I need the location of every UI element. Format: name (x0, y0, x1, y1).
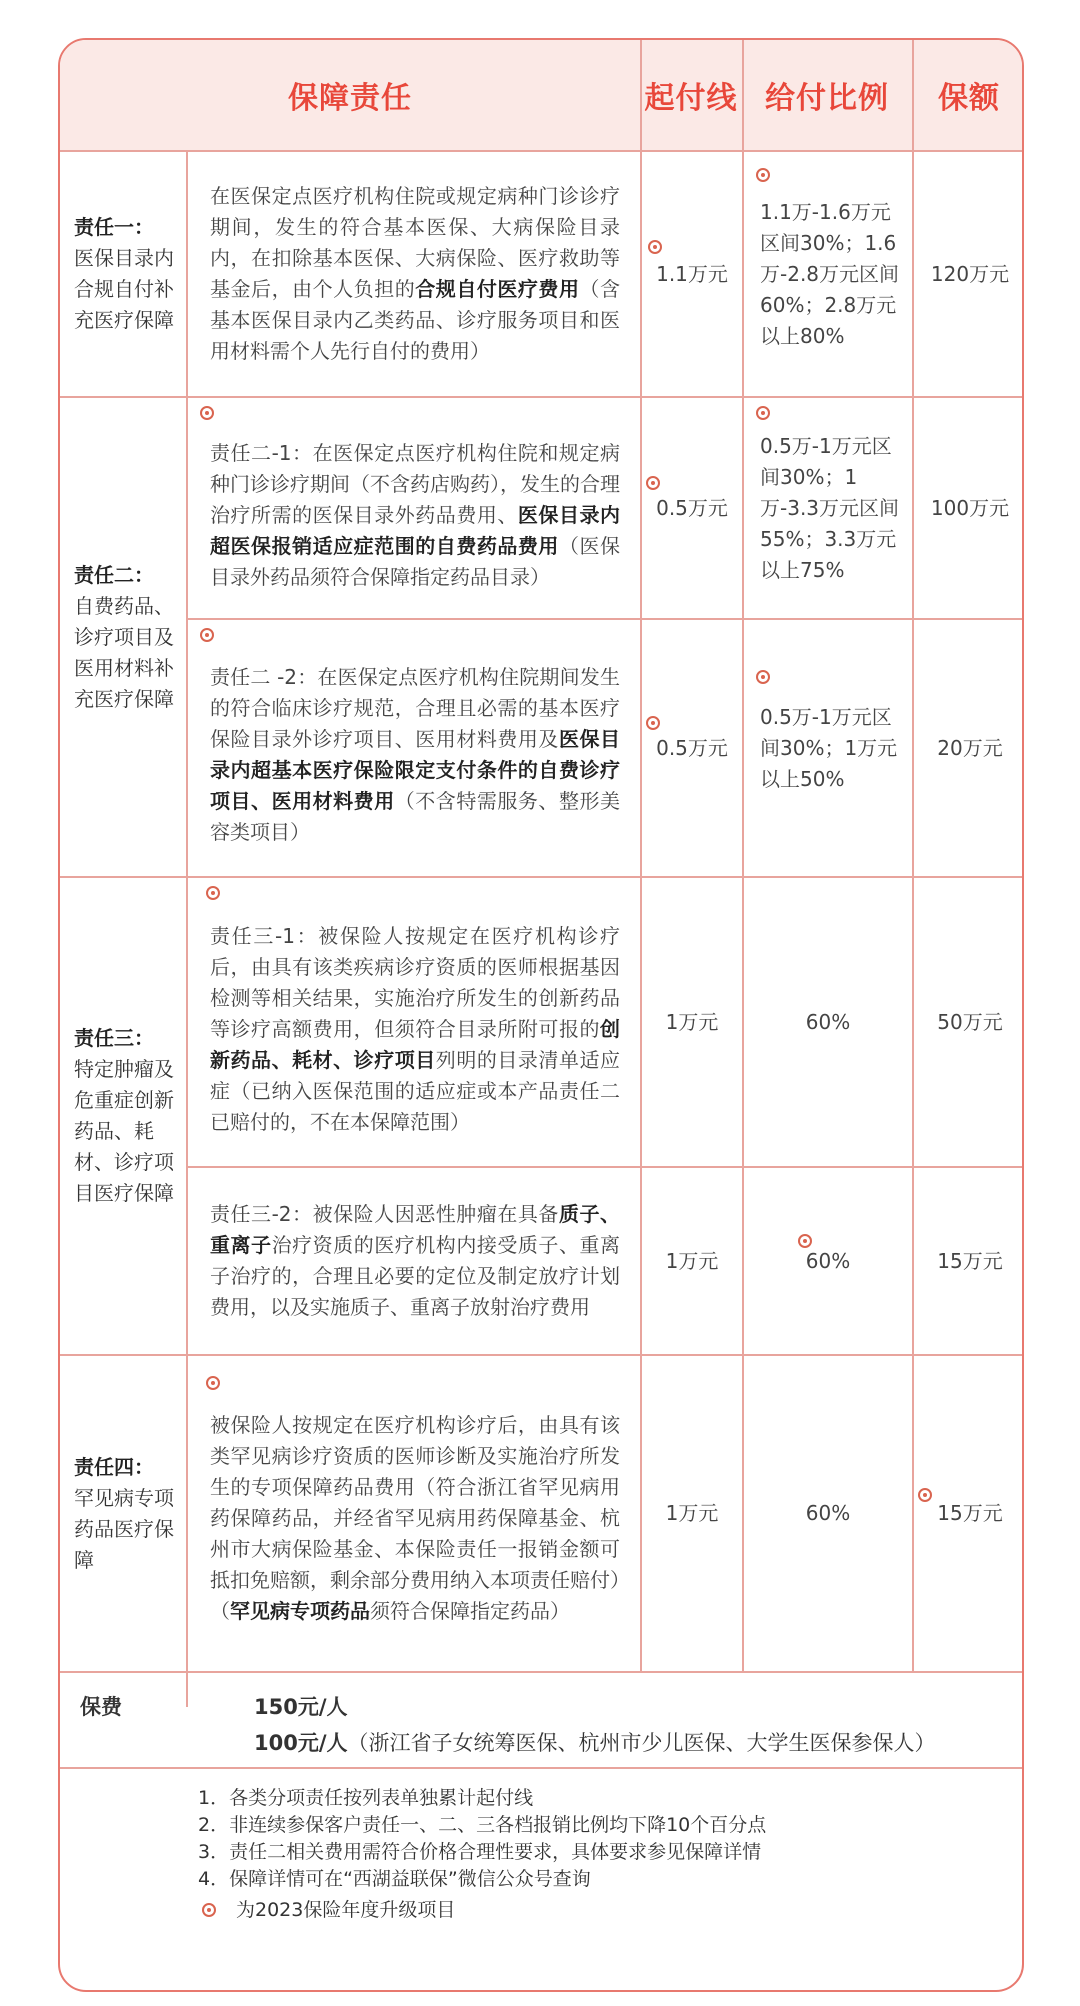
deductible-value: 0.5万元 (656, 495, 728, 520)
row-desc-r3b (188, 1168, 640, 1354)
deductible-r3b (642, 1168, 742, 1354)
fee-amount: 100元/人 (254, 1731, 348, 1755)
amount-value: 100万元 (930, 495, 1010, 520)
deductible-value: 1万元 (665, 1501, 719, 1525)
desc-text: （医保目录外药品须符合保障指定药品目录） (210, 533, 621, 589)
amount-r3b (914, 1168, 1024, 1354)
desc-text: 责任二 -2：在医保定点医疗机构住院期间发生的符合临床诊疗规范，合理且必需的基本医疗保险目录外诊疗项目、医用材料费用及 (210, 665, 620, 751)
amount-value: 15万元 (937, 1248, 1003, 1273)
amount-value: 15万元 (937, 1501, 1003, 1525)
upgrade-flower-icon (756, 670, 770, 684)
desc-text: 在医保定点医疗机构住院或规定病种门诊诊疗期间，发生的符合基本医保、大病保险目录内，在扣除基本医保、大病保险、医疗救助等基金后，由个人负担的 (210, 184, 620, 301)
amount-value: 50万元 (937, 1009, 1003, 1034)
desc-text: （含基本医保目录内乙类药品、诊疗服务项目和医用材料需个人先行自付的费用） (210, 277, 621, 363)
ratio-value: 60% (805, 1248, 851, 1273)
upgrade-flower-icon (798, 1234, 812, 1248)
label-text: 自费药品、诊疗项目及医用材料补充医疗保障 (74, 593, 174, 711)
desc-bold: 罕见病专项药品 (230, 1599, 370, 1623)
label-title: 责任一： (74, 215, 154, 239)
desc-text: 责任三-2：被保险人因恶性肿瘤在具备 (210, 1202, 559, 1226)
desc-text: （不含特需服务、整形美容类项目） (210, 789, 621, 844)
ratio-value: 60% (805, 1009, 851, 1034)
note-item: 2．非连续参保客户责任一、二、三各档报销比例均下降10个百分点 (198, 1814, 767, 1836)
row-desc-r4 (188, 1356, 640, 1671)
header-deductible: 起付线 (644, 81, 738, 116)
upgrade-flower-icon (756, 406, 770, 420)
label-title: 责任三： (74, 1026, 154, 1050)
desc-bold: 医保目录内超医保报销适应症范围的自费药品费用 (210, 502, 621, 558)
upgrade-flower-icon (646, 476, 660, 490)
label-text: 特定肿瘤及危重症创新药品、耗材、诊疗项目医疗保障 (74, 1057, 174, 1205)
ratio-r2b (744, 620, 912, 876)
deductible-r2a (642, 398, 742, 618)
fee-label: 保费 (80, 1695, 122, 1719)
desc-bold: 创新药品、耗材、诊疗项目 (210, 1016, 620, 1072)
upgrade-flower-icon (918, 1488, 932, 1502)
row-label-r4 (60, 1356, 186, 1671)
desc-text: 治疗资质的医疗机构内接受质子、重离子治疗的，合理且必要的定位及制定放疗计划费用，以及实施质子、重离子放射治疗费用 (210, 1233, 621, 1319)
label-text: 罕见病专项药品医疗保障 (74, 1485, 174, 1572)
ratio-value: 0.5万-1万元区间30%；1万元以上50% (760, 704, 898, 791)
desc-bold: 质子、重离子 (210, 1202, 620, 1257)
deductible-value: 1.1万元 (656, 261, 728, 286)
upgrade-flower-icon (206, 1376, 220, 1390)
coverage-table (58, 38, 1024, 1992)
row-desc-r3a (188, 878, 640, 1166)
legend-text: 为2023保险年度升级项目 (236, 1899, 456, 1921)
deductible-r1 (642, 152, 742, 396)
deductible-r2b (642, 620, 742, 876)
upgrade-flower-icon (206, 886, 220, 900)
ratio-r1 (744, 152, 912, 396)
upgrade-flower-icon (648, 240, 662, 254)
note-item: 4．保障详情可在“西湖益联保”微信公众号查询 (198, 1868, 591, 1890)
upgrade-flower-icon (202, 1903, 216, 1917)
upgrade-flower-icon (200, 406, 214, 420)
desc-bold: 合规自付医疗费用 (415, 277, 580, 301)
deductible-r4 (642, 1356, 742, 1671)
fee-line-1 (254, 1690, 1024, 1724)
desc-text: 责任三-1：被保险人按规定在医疗机构诊疗后，由具有该类疾病诊疗资质的医师根据基因检测等相关结果，实施治疗所发生的创新药品等诊疗高额费用，但须符合目录所附可报的 (210, 923, 620, 1041)
label-title: 责任四： (74, 1454, 154, 1479)
amount-value: 120万元 (930, 261, 1010, 286)
ratio-value: 60% (805, 1501, 851, 1525)
row-label-r2 (60, 398, 186, 876)
ratio-value: 0.5万-1万元区间30%；1万-3.3万元区间55%；3.3万元以上75% (760, 433, 900, 582)
header-ratio: 给付比例 (765, 81, 889, 116)
desc-text: 被保险人按规定在医疗机构诊疗后，由具有该类罕见病诊疗资质的医师诊断及实施治疗所发生的专项保障药品费用（符合浙江省罕见病用药保障药品，并经省罕见病用药保障基金、杭州市大病保险基金、本保险责任一报销金额可抵扣免赔额，剩余部分费用纳入本项责任赔付）（ (210, 1413, 620, 1623)
desc-bold: 医保目录内超基本医疗保险限定支付条件的自费诊疗项目、医用材料费用 (210, 727, 621, 813)
row-desc-r2b (188, 620, 640, 876)
label-text: 医保目录内合规自付补充医疗保障 (74, 246, 174, 332)
amount-r2b (914, 620, 1024, 876)
desc-text: 须符合保障指定药品） (370, 1599, 570, 1623)
row-desc-r1 (188, 152, 640, 396)
deductible-r3a (642, 878, 742, 1166)
deductible-value: 1万元 (665, 1009, 719, 1034)
desc-text: 责任二-1：在医保定点医疗机构住院和规定病种门诊诊疗期间（不含药店购药），发生的合理治疗所需的医保目录外药品费用、 (210, 440, 620, 527)
upgrade-flower-icon (646, 716, 660, 730)
ratio-value: 1.1万-1.6万元区间30%；1.6万-2.8万元区间60%；2.8万元以上80% (760, 199, 900, 348)
note-item: 1．各类分项责任按列表单独累计起付线 (198, 1787, 534, 1809)
deductible-value: 0.5万元 (656, 735, 728, 760)
fee-line-2 (254, 1726, 1024, 1760)
note-item: 3．责任二相关费用需符合价格合理性要求，具体要求参见保障详情 (198, 1841, 762, 1863)
ratio-r4 (744, 1356, 912, 1671)
amount-r4 (914, 1356, 1024, 1671)
amount-r1 (914, 152, 1024, 396)
amount-value: 20万元 (937, 735, 1003, 760)
fee-amount: 150元/人 (254, 1695, 348, 1719)
row-label-r3 (60, 878, 186, 1354)
upgrade-flower-icon (756, 168, 770, 182)
amount-r2a (914, 398, 1024, 618)
header-amount: 保额 (938, 81, 1000, 116)
row-desc-r2a (188, 398, 640, 618)
row-label-r1 (60, 152, 186, 396)
desc-text: 列明的目录清单适应症（已纳入医保范围的适应症或本产品责任二已赔付的，不在本保障范围） (210, 1047, 621, 1134)
ratio-r2a (744, 398, 912, 618)
deductible-value: 1万元 (665, 1248, 719, 1273)
upgrade-flower-icon (200, 628, 214, 642)
header-responsibility: 保障责任 (288, 81, 412, 116)
amount-r3a (914, 878, 1024, 1166)
ratio-r3b (744, 1168, 912, 1354)
ratio-r3a (744, 878, 912, 1166)
fee-note: （浙江省子女统筹医保、杭州市少儿医保、大学生医保参保人） (347, 1731, 936, 1755)
label-title: 责任二： (74, 562, 154, 587)
